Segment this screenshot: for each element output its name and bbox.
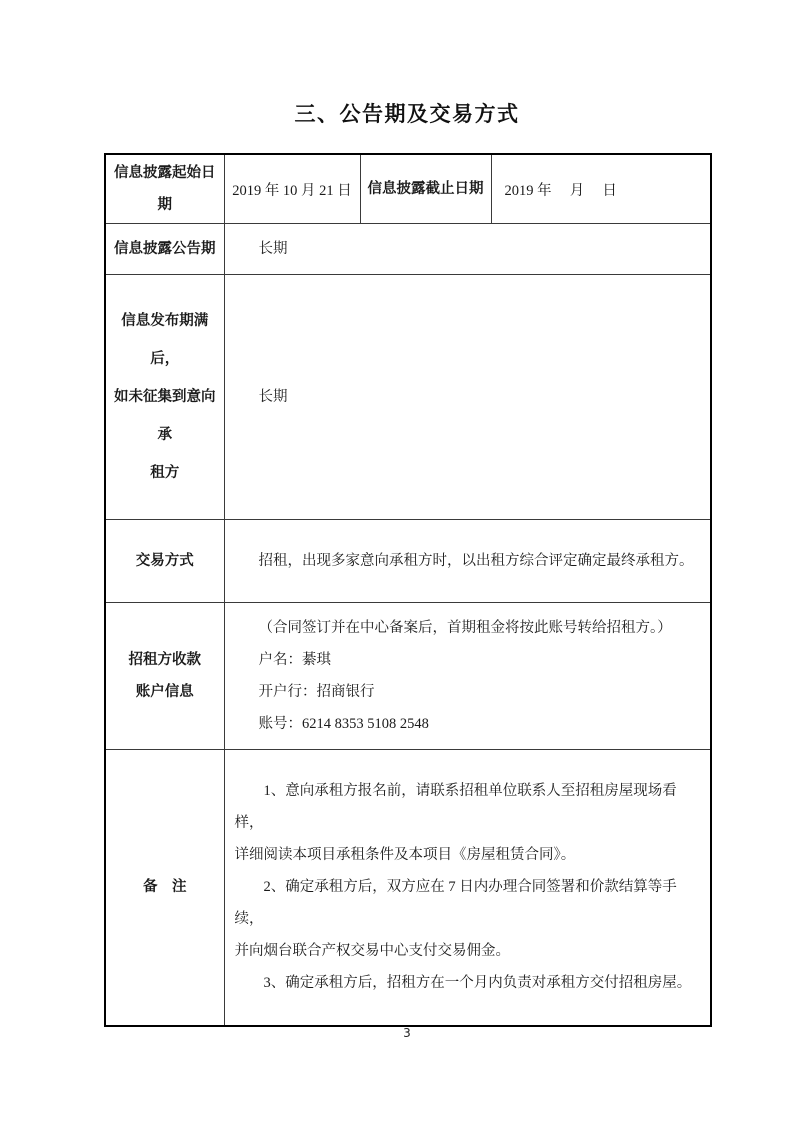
payee-account-label: 招租方收款 账户信息	[105, 603, 224, 750]
announcement-period-value: 长期	[224, 224, 711, 275]
remarks-label: 备 注	[105, 750, 224, 1026]
page-number: 3	[403, 1026, 411, 1040]
disclosure-start-date-value: 2019 年 10 月 21 日	[224, 154, 360, 224]
table-row-remarks	[105, 750, 711, 1026]
transaction-method-value: 招租，出现多家意向承租方时，以出租方综合评定确定最终承租方。	[224, 520, 711, 603]
bank-line: 开户行：招商银行	[258, 684, 375, 700]
remarks-value	[224, 750, 711, 1026]
payee-account-value	[224, 603, 711, 750]
announcement-period-label: 信息披露公告期	[105, 224, 224, 275]
account-number-line: 账号：6214 8353 5108 2548	[258, 716, 429, 732]
table-row-disclosure-dates	[105, 154, 711, 224]
account-name-line: 户名：綦琪	[258, 652, 331, 668]
table-row-after-expiry	[105, 275, 711, 520]
table-row-transaction-method	[105, 520, 711, 603]
table-row-payee-account	[105, 603, 711, 750]
page-title: 三、公告期及交易方式	[294, 102, 520, 126]
table-row-announcement-period	[105, 224, 711, 275]
remark-item: 3、确定承租方后，招租方在一个月内负责对承租方交付招租房屋。	[263, 975, 692, 992]
disclosure-start-date-label: 信息披露起始日期	[105, 154, 224, 224]
disclosure-end-date-label: 信息披露截止日期	[360, 154, 491, 224]
transaction-method-label: 交易方式	[105, 520, 224, 603]
after-expiry-label: 信息发布期满后， 如未征集到意向承 租方	[105, 275, 224, 520]
disclosure-table	[104, 153, 712, 1027]
remark-item: 2、确定承租方后，双方应在 7 日内办理合同签署和价款结算等手续， 并向烟台联合产权交易中心支付交易佣金。	[234, 879, 677, 960]
remark-item: 1、意向承租方报名前，请联系招租单位联系人至招租房屋现场看样， 详细阅读本项目承租条件及本项目《房屋租赁合同》。	[234, 783, 677, 864]
disclosure-end-date-value: 2019 年 月 日	[491, 154, 711, 224]
account-note-line: （合同签订并在中心备案后，首期租金将按此账号转给招租方。）	[258, 620, 672, 636]
after-expiry-value: 长期	[224, 275, 711, 520]
